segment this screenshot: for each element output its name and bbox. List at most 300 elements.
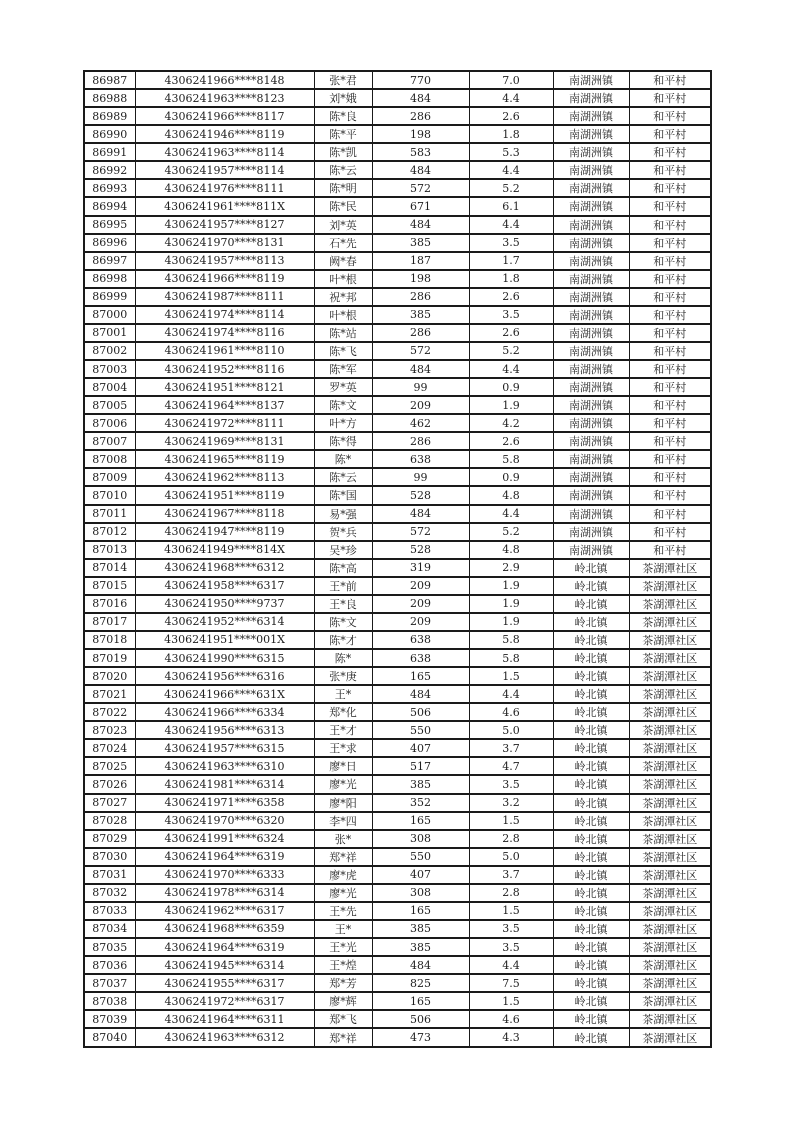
cell-serial-number: 87030 xyxy=(84,848,135,866)
cell-rate: 1.5 xyxy=(469,902,553,920)
cell-village: 茶湖潭社区 xyxy=(629,631,711,649)
cell-name: 郑*祥 xyxy=(314,848,372,866)
cell-town: 岭北镇 xyxy=(553,757,629,775)
table-row xyxy=(84,812,711,830)
cell-amount: 99 xyxy=(372,468,469,486)
cell-amount: 407 xyxy=(372,866,469,884)
cell-amount: 209 xyxy=(372,577,469,595)
cell-village: 和平村 xyxy=(629,306,711,324)
table-row xyxy=(84,1028,711,1047)
cell-serial-number: 87011 xyxy=(84,505,135,523)
table-row xyxy=(84,974,711,992)
cell-name: 郑*化 xyxy=(314,703,372,721)
cell-rate: 5.2 xyxy=(469,523,553,541)
cell-village: 和平村 xyxy=(629,71,711,89)
cell-amount: 517 xyxy=(372,757,469,775)
cell-rate: 4.7 xyxy=(469,757,553,775)
table-row xyxy=(84,649,711,667)
cell-rate: 4.4 xyxy=(469,216,553,234)
cell-village: 茶湖潭社区 xyxy=(629,830,711,848)
cell-serial-number: 87020 xyxy=(84,667,135,685)
cell-rate: 2.6 xyxy=(469,324,553,342)
cell-village: 和平村 xyxy=(629,107,711,125)
cell-town: 南湖洲镇 xyxy=(553,197,629,215)
cell-village: 和平村 xyxy=(629,179,711,197)
cell-amount: 770 xyxy=(372,71,469,89)
cell-village: 茶湖潭社区 xyxy=(629,848,711,866)
cell-town: 南湖洲镇 xyxy=(553,360,629,378)
cell-serial-number: 87026 xyxy=(84,775,135,793)
cell-serial-number: 87003 xyxy=(84,360,135,378)
cell-rate: 3.7 xyxy=(469,739,553,757)
cell-amount: 506 xyxy=(372,1010,469,1028)
cell-town: 南湖洲镇 xyxy=(553,505,629,523)
cell-name: 陈*民 xyxy=(314,197,372,215)
cell-town: 南湖洲镇 xyxy=(553,541,629,559)
table-row xyxy=(84,414,711,432)
cell-town: 岭北镇 xyxy=(553,812,629,830)
cell-town: 南湖洲镇 xyxy=(553,432,629,450)
cell-amount: 572 xyxy=(372,523,469,541)
cell-serial-number: 87036 xyxy=(84,956,135,974)
cell-serial-number: 86988 xyxy=(84,89,135,107)
cell-name: 廖*日 xyxy=(314,757,372,775)
cell-id-number: 4306241970****8131 xyxy=(135,234,314,252)
cell-serial-number: 87012 xyxy=(84,523,135,541)
cell-village: 和平村 xyxy=(629,378,711,396)
cell-name: 陈*云 xyxy=(314,161,372,179)
cell-amount: 506 xyxy=(372,703,469,721)
cell-village: 和平村 xyxy=(629,396,711,414)
cell-town: 南湖洲镇 xyxy=(553,107,629,125)
cell-town: 南湖洲镇 xyxy=(553,234,629,252)
cell-village: 茶湖潭社区 xyxy=(629,595,711,613)
cell-name: 王* xyxy=(314,685,372,703)
cell-id-number: 4306241978****6314 xyxy=(135,884,314,902)
cell-rate: 4.8 xyxy=(469,541,553,559)
cell-serial-number: 87025 xyxy=(84,757,135,775)
cell-village: 和平村 xyxy=(629,270,711,288)
cell-name: 张* xyxy=(314,830,372,848)
cell-town: 南湖洲镇 xyxy=(553,161,629,179)
cell-id-number: 4306241966****8148 xyxy=(135,71,314,89)
table-row xyxy=(84,541,711,559)
cell-id-number: 4306241963****6312 xyxy=(135,1028,314,1047)
cell-amount: 638 xyxy=(372,631,469,649)
cell-id-number: 4306241957****6315 xyxy=(135,739,314,757)
cell-rate: 4.4 xyxy=(469,360,553,378)
cell-id-number: 4306241991****6324 xyxy=(135,830,314,848)
cell-serial-number: 87038 xyxy=(84,992,135,1010)
cell-serial-number: 87033 xyxy=(84,902,135,920)
cell-town: 南湖洲镇 xyxy=(553,342,629,360)
cell-village: 茶湖潭社区 xyxy=(629,866,711,884)
cell-name: 郑*芳 xyxy=(314,974,372,992)
cell-amount: 165 xyxy=(372,902,469,920)
cell-amount: 484 xyxy=(372,161,469,179)
cell-rate: 4.4 xyxy=(469,161,553,179)
cell-id-number: 4306241945****6314 xyxy=(135,956,314,974)
cell-town: 南湖洲镇 xyxy=(553,378,629,396)
cell-town: 南湖洲镇 xyxy=(553,179,629,197)
cell-serial-number: 87015 xyxy=(84,577,135,595)
cell-amount: 550 xyxy=(372,721,469,739)
cell-serial-number: 87006 xyxy=(84,414,135,432)
cell-village: 和平村 xyxy=(629,216,711,234)
cell-town: 岭北镇 xyxy=(553,884,629,902)
cell-serial-number: 87021 xyxy=(84,685,135,703)
cell-name: 廖*虎 xyxy=(314,866,372,884)
cell-town: 岭北镇 xyxy=(553,794,629,812)
cell-id-number: 4306241961****8110 xyxy=(135,342,314,360)
cell-name: 陈*得 xyxy=(314,432,372,450)
cell-town: 岭北镇 xyxy=(553,830,629,848)
cell-rate: 1.5 xyxy=(469,992,553,1010)
cell-rate: 7.0 xyxy=(469,71,553,89)
cell-town: 南湖洲镇 xyxy=(553,324,629,342)
cell-town: 南湖洲镇 xyxy=(553,125,629,143)
table-row xyxy=(84,468,711,486)
cell-serial-number: 86994 xyxy=(84,197,135,215)
cell-rate: 3.5 xyxy=(469,306,553,324)
cell-town: 岭北镇 xyxy=(553,721,629,739)
cell-serial-number: 86993 xyxy=(84,179,135,197)
cell-rate: 0.9 xyxy=(469,468,553,486)
cell-serial-number: 86990 xyxy=(84,125,135,143)
cell-town: 岭北镇 xyxy=(553,902,629,920)
cell-name: 祝*邦 xyxy=(314,288,372,306)
cell-rate: 3.7 xyxy=(469,866,553,884)
cell-village: 和平村 xyxy=(629,161,711,179)
cell-village: 和平村 xyxy=(629,468,711,486)
table-row xyxy=(84,234,711,252)
cell-village: 茶湖潭社区 xyxy=(629,920,711,938)
cell-serial-number: 87009 xyxy=(84,468,135,486)
cell-name: 陈*军 xyxy=(314,360,372,378)
table-row xyxy=(84,685,711,703)
cell-village: 茶湖潭社区 xyxy=(629,1010,711,1028)
cell-name: 吴*珍 xyxy=(314,541,372,559)
cell-village: 和平村 xyxy=(629,197,711,215)
table-row xyxy=(84,938,711,956)
cell-id-number: 4306241963****8114 xyxy=(135,143,314,161)
cell-serial-number: 86997 xyxy=(84,252,135,270)
cell-id-number: 4306241957****8114 xyxy=(135,161,314,179)
cell-town: 南湖洲镇 xyxy=(553,468,629,486)
table-row xyxy=(84,216,711,234)
cell-rate: 1.9 xyxy=(469,595,553,613)
cell-id-number: 4306241966****8117 xyxy=(135,107,314,125)
cell-town: 岭北镇 xyxy=(553,631,629,649)
cell-village: 茶湖潭社区 xyxy=(629,559,711,577)
cell-serial-number: 86992 xyxy=(84,161,135,179)
cell-name: 刘*英 xyxy=(314,216,372,234)
cell-amount: 286 xyxy=(372,432,469,450)
cell-serial-number: 87016 xyxy=(84,595,135,613)
cell-amount: 473 xyxy=(372,1028,469,1047)
cell-serial-number: 86998 xyxy=(84,270,135,288)
cell-id-number: 4306241951****8119 xyxy=(135,486,314,504)
cell-name: 陈*才 xyxy=(314,631,372,649)
cell-rate: 2.9 xyxy=(469,559,553,577)
cell-amount: 385 xyxy=(372,234,469,252)
cell-amount: 352 xyxy=(372,794,469,812)
cell-village: 和平村 xyxy=(629,288,711,306)
cell-amount: 484 xyxy=(372,685,469,703)
cell-town: 岭北镇 xyxy=(553,649,629,667)
cell-rate: 3.5 xyxy=(469,920,553,938)
cell-id-number: 4306241963****8123 xyxy=(135,89,314,107)
table-row xyxy=(84,306,711,324)
cell-name: 王*煌 xyxy=(314,956,372,974)
cell-id-number: 4306241974****8116 xyxy=(135,324,314,342)
cell-rate: 5.8 xyxy=(469,450,553,468)
cell-village: 和平村 xyxy=(629,342,711,360)
cell-town: 南湖洲镇 xyxy=(553,216,629,234)
cell-serial-number: 86995 xyxy=(84,216,135,234)
cell-town: 岭北镇 xyxy=(553,1010,629,1028)
cell-town: 岭北镇 xyxy=(553,974,629,992)
cell-amount: 407 xyxy=(372,739,469,757)
cell-name: 陈*文 xyxy=(314,396,372,414)
cell-amount: 286 xyxy=(372,324,469,342)
cell-id-number: 4306241949****814X xyxy=(135,541,314,559)
cell-town: 南湖洲镇 xyxy=(553,306,629,324)
cell-rate: 5.2 xyxy=(469,179,553,197)
table-row xyxy=(84,703,711,721)
cell-name: 陈*良 xyxy=(314,107,372,125)
cell-id-number: 4306241965****8119 xyxy=(135,450,314,468)
cell-town: 岭北镇 xyxy=(553,775,629,793)
cell-name: 廖*光 xyxy=(314,884,372,902)
cell-id-number: 4306241963****6310 xyxy=(135,757,314,775)
table-row xyxy=(84,631,711,649)
cell-serial-number: 87037 xyxy=(84,974,135,992)
cell-id-number: 4306241970****6320 xyxy=(135,812,314,830)
cell-id-number: 4306241958****6317 xyxy=(135,577,314,595)
cell-rate: 0.9 xyxy=(469,378,553,396)
cell-serial-number: 86996 xyxy=(84,234,135,252)
cell-id-number: 4306241969****8131 xyxy=(135,432,314,450)
cell-id-number: 4306241968****6312 xyxy=(135,559,314,577)
table-row xyxy=(84,270,711,288)
cell-village: 茶湖潭社区 xyxy=(629,974,711,992)
cell-town: 南湖洲镇 xyxy=(553,288,629,306)
cell-name: 张*君 xyxy=(314,71,372,89)
cell-serial-number: 87019 xyxy=(84,649,135,667)
cell-rate: 5.3 xyxy=(469,143,553,161)
cell-name: 石*先 xyxy=(314,234,372,252)
table-row xyxy=(84,505,711,523)
cell-serial-number: 87007 xyxy=(84,432,135,450)
cell-amount: 198 xyxy=(372,125,469,143)
cell-serial-number: 86991 xyxy=(84,143,135,161)
cell-id-number: 4306241970****6333 xyxy=(135,866,314,884)
cell-serial-number: 87029 xyxy=(84,830,135,848)
table-row xyxy=(84,757,711,775)
cell-village: 茶湖潭社区 xyxy=(629,902,711,920)
cell-id-number: 4306241968****6359 xyxy=(135,920,314,938)
cell-rate: 4.6 xyxy=(469,703,553,721)
cell-amount: 165 xyxy=(372,667,469,685)
cell-village: 茶湖潭社区 xyxy=(629,757,711,775)
cell-village: 茶湖潭社区 xyxy=(629,775,711,793)
table-row xyxy=(84,1010,711,1028)
cell-name: 易*强 xyxy=(314,505,372,523)
cell-town: 南湖洲镇 xyxy=(553,270,629,288)
cell-name: 郑*祥 xyxy=(314,1028,372,1047)
cell-serial-number: 87022 xyxy=(84,703,135,721)
cell-name: 张*庚 xyxy=(314,667,372,685)
cell-id-number: 4306241955****6317 xyxy=(135,974,314,992)
cell-rate: 1.8 xyxy=(469,125,553,143)
cell-serial-number: 87000 xyxy=(84,306,135,324)
cell-amount: 528 xyxy=(372,541,469,559)
cell-town: 岭北镇 xyxy=(553,1028,629,1047)
table-row xyxy=(84,125,711,143)
cell-town: 岭北镇 xyxy=(553,848,629,866)
cell-amount: 484 xyxy=(372,505,469,523)
cell-id-number: 4306241966****8119 xyxy=(135,270,314,288)
cell-village: 茶湖潭社区 xyxy=(629,794,711,812)
cell-amount: 286 xyxy=(372,107,469,125)
cell-village: 茶湖潭社区 xyxy=(629,721,711,739)
cell-rate: 4.4 xyxy=(469,89,553,107)
cell-name: 廖*光 xyxy=(314,775,372,793)
table-row xyxy=(84,89,711,107)
cell-id-number: 4306241966****6334 xyxy=(135,703,314,721)
cell-amount: 385 xyxy=(372,306,469,324)
cell-amount: 825 xyxy=(372,974,469,992)
cell-id-number: 4306241972****6317 xyxy=(135,992,314,1010)
cell-serial-number: 86987 xyxy=(84,71,135,89)
cell-rate: 5.8 xyxy=(469,649,553,667)
cell-id-number: 4306241964****6319 xyxy=(135,938,314,956)
cell-id-number: 4306241990****6315 xyxy=(135,649,314,667)
cell-id-number: 4306241961****811X xyxy=(135,197,314,215)
cell-serial-number: 87035 xyxy=(84,938,135,956)
cell-amount: 198 xyxy=(372,270,469,288)
cell-rate: 1.9 xyxy=(469,613,553,631)
cell-rate: 5.2 xyxy=(469,342,553,360)
cell-village: 茶湖潭社区 xyxy=(629,685,711,703)
cell-town: 岭北镇 xyxy=(553,559,629,577)
cell-id-number: 4306241976****8111 xyxy=(135,179,314,197)
cell-id-number: 4306241981****6314 xyxy=(135,775,314,793)
cell-name: 叶*方 xyxy=(314,414,372,432)
cell-town: 南湖洲镇 xyxy=(553,486,629,504)
cell-village: 茶湖潭社区 xyxy=(629,649,711,667)
table-row xyxy=(84,613,711,631)
cell-name: 陈*文 xyxy=(314,613,372,631)
cell-name: 廖*阳 xyxy=(314,794,372,812)
cell-id-number: 4306241946****8119 xyxy=(135,125,314,143)
cell-name: 陈*站 xyxy=(314,324,372,342)
cell-id-number: 4306241964****6311 xyxy=(135,1010,314,1028)
cell-name: 廖*辉 xyxy=(314,992,372,1010)
cell-id-number: 4306241947****8119 xyxy=(135,523,314,541)
cell-town: 南湖洲镇 xyxy=(553,252,629,270)
cell-amount: 484 xyxy=(372,360,469,378)
table-row xyxy=(84,992,711,1010)
cell-town: 岭北镇 xyxy=(553,920,629,938)
cell-id-number: 4306241964****6319 xyxy=(135,848,314,866)
cell-village: 茶湖潭社区 xyxy=(629,613,711,631)
records-table-body xyxy=(84,71,711,1047)
table-row xyxy=(84,848,711,866)
cell-name: 陈*飞 xyxy=(314,342,372,360)
cell-name: 陈*平 xyxy=(314,125,372,143)
table-row xyxy=(84,396,711,414)
cell-name: 王* xyxy=(314,920,372,938)
cell-serial-number: 87027 xyxy=(84,794,135,812)
cell-name: 李*四 xyxy=(314,812,372,830)
cell-rate: 4.3 xyxy=(469,1028,553,1047)
cell-town: 岭北镇 xyxy=(553,938,629,956)
cell-amount: 671 xyxy=(372,197,469,215)
cell-amount: 385 xyxy=(372,938,469,956)
cell-town: 南湖洲镇 xyxy=(553,89,629,107)
cell-amount: 484 xyxy=(372,216,469,234)
cell-amount: 385 xyxy=(372,775,469,793)
cell-rate: 1.9 xyxy=(469,396,553,414)
cell-amount: 572 xyxy=(372,179,469,197)
cell-village: 茶湖潭社区 xyxy=(629,577,711,595)
cell-amount: 308 xyxy=(372,884,469,902)
cell-rate: 2.6 xyxy=(469,432,553,450)
cell-amount: 638 xyxy=(372,450,469,468)
cell-rate: 2.6 xyxy=(469,288,553,306)
cell-name: 陈* xyxy=(314,450,372,468)
cell-amount: 209 xyxy=(372,613,469,631)
cell-serial-number: 87032 xyxy=(84,884,135,902)
cell-id-number: 4306241974****8114 xyxy=(135,306,314,324)
cell-serial-number: 87005 xyxy=(84,396,135,414)
cell-id-number: 4306241951****8121 xyxy=(135,378,314,396)
cell-amount: 165 xyxy=(372,992,469,1010)
cell-rate: 7.5 xyxy=(469,974,553,992)
cell-village: 茶湖潭社区 xyxy=(629,884,711,902)
cell-amount: 484 xyxy=(372,89,469,107)
cell-name: 郑*飞 xyxy=(314,1010,372,1028)
table-row xyxy=(84,721,711,739)
cell-name: 陈*云 xyxy=(314,468,372,486)
cell-serial-number: 87023 xyxy=(84,721,135,739)
table-row xyxy=(84,775,711,793)
cell-serial-number: 86989 xyxy=(84,107,135,125)
cell-serial-number: 87014 xyxy=(84,559,135,577)
cell-amount: 99 xyxy=(372,378,469,396)
table-row xyxy=(84,71,711,89)
cell-id-number: 4306241951****001X xyxy=(135,631,314,649)
cell-town: 岭北镇 xyxy=(553,685,629,703)
cell-name: 罗*英 xyxy=(314,378,372,396)
table-row xyxy=(84,324,711,342)
records-table xyxy=(83,70,712,1048)
cell-rate: 4.4 xyxy=(469,685,553,703)
cell-town: 岭北镇 xyxy=(553,577,629,595)
cell-id-number: 4306241967****8118 xyxy=(135,505,314,523)
cell-name: 陈*高 xyxy=(314,559,372,577)
cell-amount: 385 xyxy=(372,920,469,938)
cell-id-number: 4306241962****6317 xyxy=(135,902,314,920)
cell-rate: 4.4 xyxy=(469,956,553,974)
table-row xyxy=(84,342,711,360)
cell-rate: 4.2 xyxy=(469,414,553,432)
cell-serial-number: 87013 xyxy=(84,541,135,559)
cell-serial-number: 87008 xyxy=(84,450,135,468)
table-row xyxy=(84,523,711,541)
